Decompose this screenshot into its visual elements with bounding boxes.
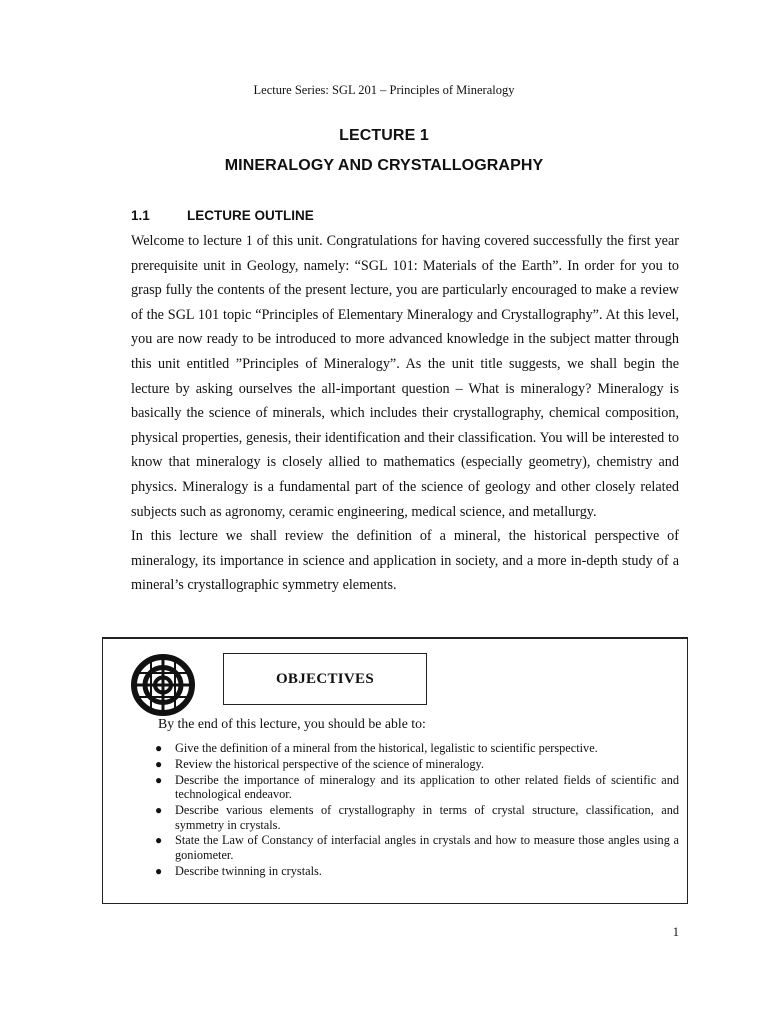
- running-header: Lecture Series: SGL 201 – Principles of Mineralogy: [253, 83, 515, 97]
- target-icon: [131, 653, 195, 717]
- objectives-title: OBJECTIVES: [223, 653, 427, 705]
- bullet-icon: ●: [155, 772, 163, 787]
- objective-text: State the Law of Constancy of interfacial angles in crystals and how to measure those angles using a goniometer.: [175, 833, 679, 862]
- bullet-icon: ●: [155, 863, 163, 878]
- list-item: [151, 833, 679, 862]
- objective-text: Review the historical perspective of the science of mineralogy.: [175, 756, 484, 771]
- objectives-box: [102, 637, 688, 904]
- page-number: 1: [672, 925, 679, 939]
- objective-text: Describe twinning in crystals.: [175, 863, 322, 878]
- list-item: [151, 757, 679, 772]
- lecture-number: LECTURE 1: [339, 127, 429, 144]
- objectives-intro: By the end of this lecture, you should be able to:: [158, 716, 426, 731]
- objective-text: Give the definition of a mineral from the historical, legalistic to scientific perspective.: [175, 741, 598, 755]
- lecture-title: MINERALOGY AND CRYSTALLOGRAPHY: [224, 157, 544, 174]
- objective-text: Describe various elements of crystallography in terms of crystal structure, classification, and symmetry in crystals.: [175, 802, 679, 832]
- bullet-icon: ●: [155, 756, 163, 771]
- list-item: [151, 803, 679, 832]
- bullet-icon: ●: [155, 833, 163, 848]
- section-number: 1.1: [131, 208, 150, 223]
- lecture-outline-body: [131, 229, 679, 598]
- body-paragraph: Welcome to lecture 1 of this unit. Congratulations for having covered successfully the first year prerequisite unit in Geology, namely: “SGL 101: Materials of the Earth”. In order for you to grasp fully the contents of the present lecture, you are particularly encouraged to make a review of the SGL 101 topic “Principles of Elementary Mineralogy and Crystallography”. At this level, you are now ready to be introduced to more advanced knowledge in the subject matter through this unit entitled ”Principles of Mineralogy”. As the unit title suggests, we shall begin the lecture by asking ourselves the all-important question – What is mineralogy? Mineralogy is basically the science of minerals, which includes their crystallography, chemical composition, physical properties, genesis, their identification and their classification. You will be interested to know that mineralogy is closely allied to mathematics (especially geometry), chemistry and physics. Mineralogy is a fundamental part of the science of geology and other closely related subjects such as agronomy, ceramic engineering, medical science, and metallurgy.: [131, 233, 679, 520]
- objectives-list: [151, 741, 679, 879]
- objective-text: Describe the importance of mineralogy and its application to other related fields of scientific and technological endeavor.: [175, 772, 679, 802]
- list-item: [151, 741, 679, 756]
- list-item: [151, 864, 679, 879]
- section-heading: [131, 208, 314, 223]
- section-title: LECTURE OUTLINE: [187, 208, 314, 223]
- bullet-icon: ●: [155, 802, 163, 817]
- list-item: [151, 773, 679, 802]
- bullet-icon: ●: [155, 741, 163, 755]
- body-paragraph: In this lecture we shall review the definition of a mineral, the historical perspective of mineralogy, its importance in science and application in society, and a more in-depth study of a mineral’s crystallographic symmetry elements.: [131, 528, 679, 594]
